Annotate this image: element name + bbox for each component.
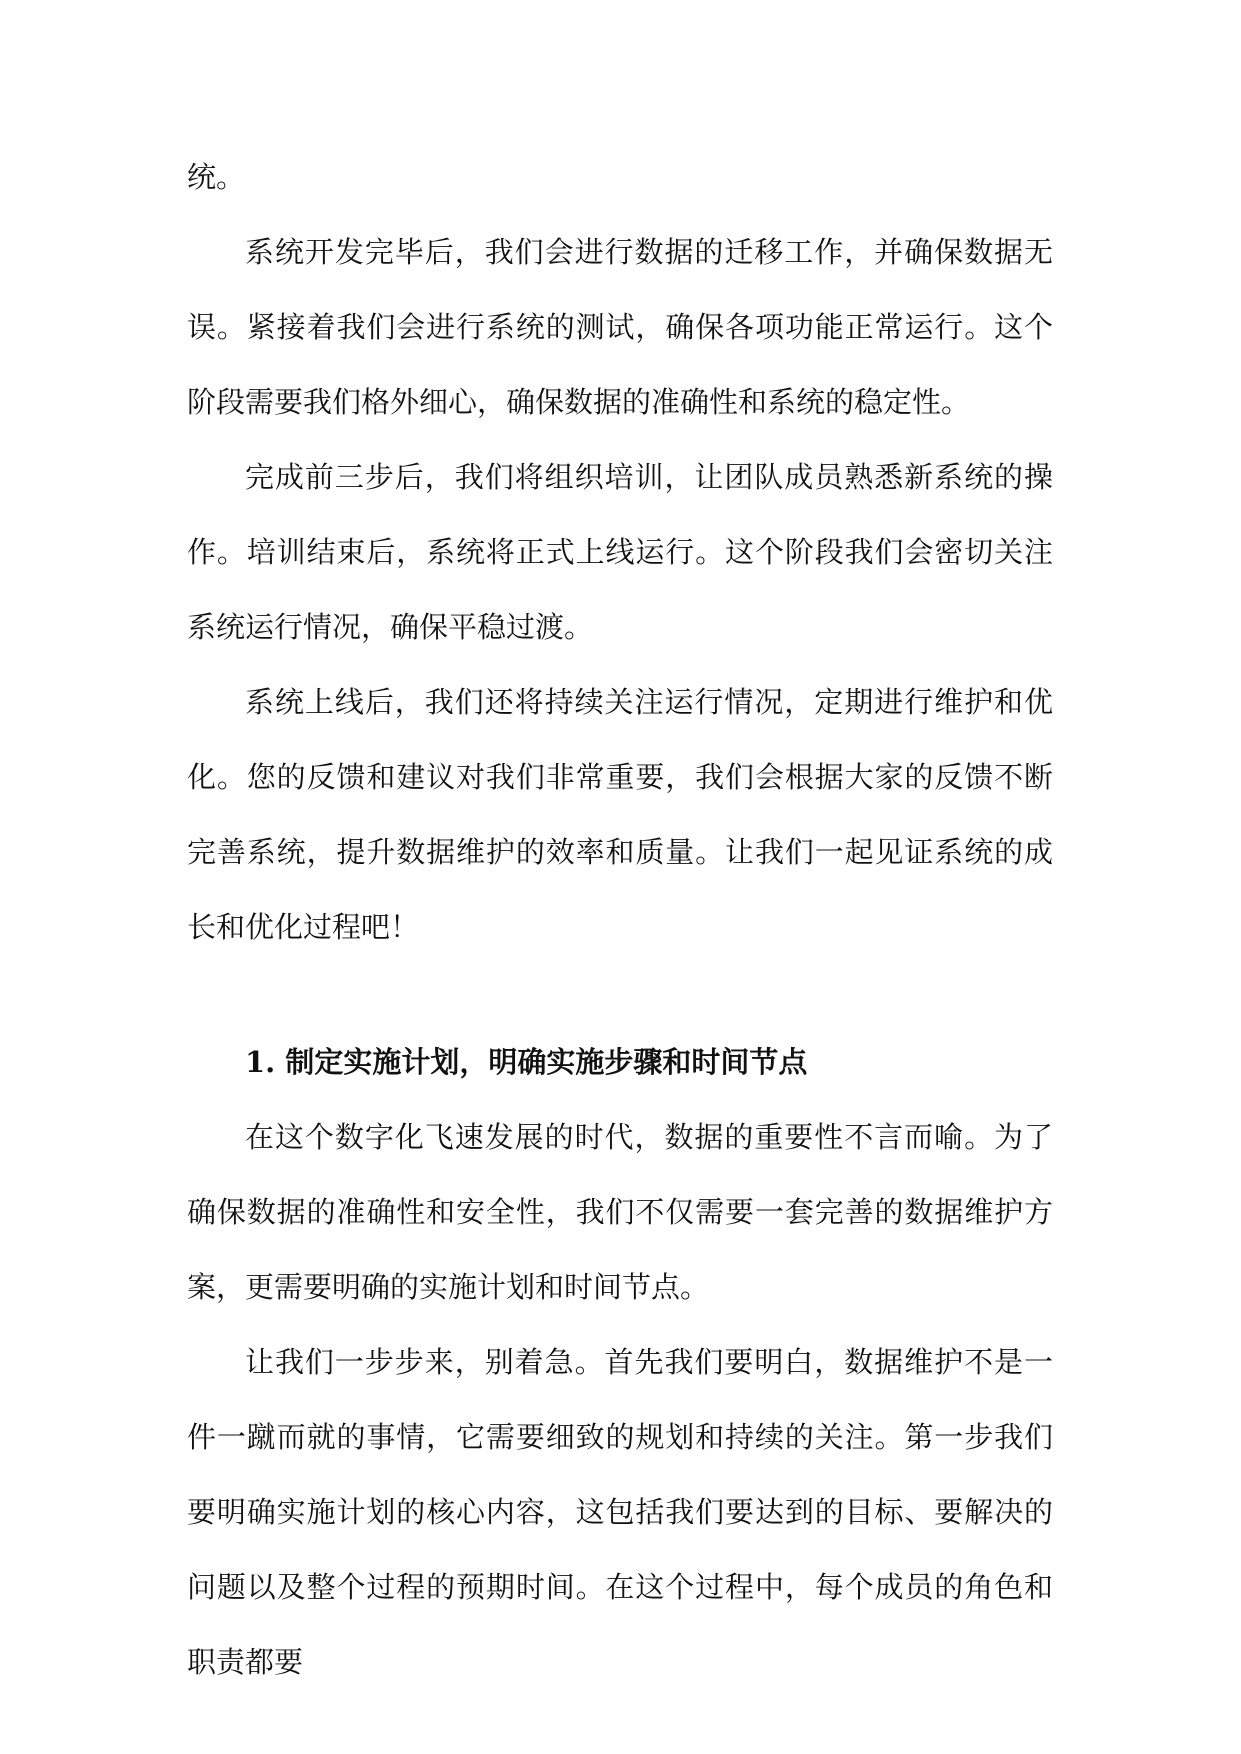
paragraph-training-launch: 完成前三步后，我们将组织培训，让团队成员熟悉新系统的操作。培训结束后，系统将正式上线运行。这个阶段我们会密切关注系统运行情况，确保平稳过渡。: [187, 460, 1053, 644]
paragraph-maintenance-feedback: 系统上线后，我们还将持续关注运行情况，定期进行维护和优化。您的反馈和建议对我们非常重要，我们会根据大家的反馈不断完善系统，提升数据维护的效率和质量。让我们一起见证系统的成长和优化过程吧！: [187, 685, 1053, 944]
paragraph-migration-testing: 系统开发完毕后，我们会进行数据的迁移工作，并确保数据无误。紧接着我们会进行系统的测试，确保各项功能正常运行。这个阶段需要我们格外细心，确保数据的准确性和系统的稳定性。: [187, 235, 1053, 419]
section-heading: 1. 制定实施计划，明确实施步骤和时间节点: [245, 1045, 808, 1079]
paragraph-importance: 在这个数字化飞速发展的时代，数据的重要性不言而喻。为了确保数据的准确性和安全性，我们不仅需要一套完善的数据维护方案，更需要明确的实施计划和时间节点。: [187, 1120, 1053, 1304]
paragraph-continuation: 统。: [187, 160, 246, 194]
paragraph-step-by-step: 让我们一步步来，别着急。首先我们要明白，数据维护不是一件一蹴而就的事情，它需要细致的规划和持续的关注。第一步我们要明确实施计划的核心内容，这包括我们要达到的目标、要解决的问题以及整个过程的预期时间。在这个过程中，每个成员的角色和职责都要: [187, 1345, 1053, 1679]
section-spacer: [187, 965, 1053, 1025]
document-body: [187, 140, 1053, 1700]
